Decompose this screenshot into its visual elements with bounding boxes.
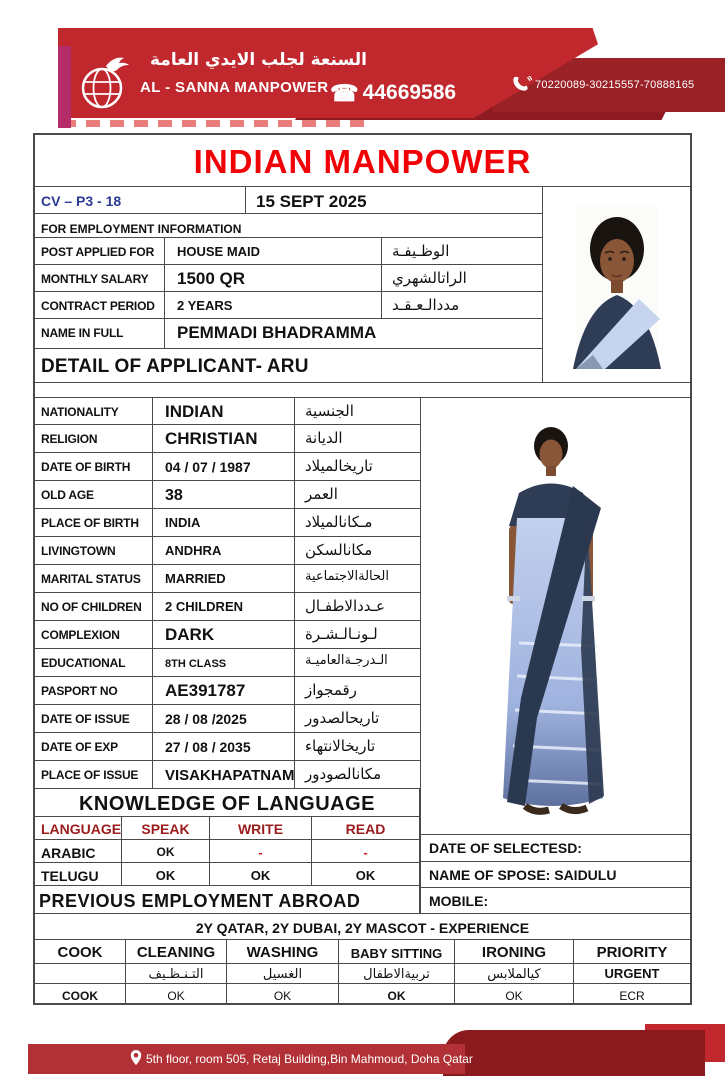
lang-header-language: LANGUAGE: [35, 817, 122, 840]
agency-name: AL - SANNA MANPOWER: [140, 79, 329, 96]
cv-page: [33, 133, 692, 1005]
contract-label: CONTRACT PERIOD: [35, 292, 165, 319]
document-title-row: [35, 135, 690, 187]
birthplace-value: INDIA: [153, 509, 295, 537]
dob-label: DATE OF BIRTH: [35, 453, 153, 481]
globe-bird-logo-icon: [76, 52, 134, 119]
marital-arabic: الحالةالاجتماعية: [295, 565, 420, 593]
issue-place-arabic: مكانالصودور: [295, 761, 420, 789]
nationality-value: INDIAN: [153, 397, 295, 425]
cv-ref-cell: CV – P3 - 18: [35, 187, 246, 214]
handset-icon: [512, 76, 532, 91]
previous-employment-title: PREVIOUS EMPLOYMENT ABROAD: [35, 886, 420, 914]
lang-arabic-name: ARABIC: [35, 840, 122, 863]
dob-value: 04 / 07 / 1987: [153, 453, 295, 481]
lang-header-write: WRITE: [210, 817, 312, 840]
marital-value: MARRIED: [153, 565, 295, 593]
religion-value: CHRISTIAN: [153, 425, 295, 453]
religion-arabic: الديانة: [295, 425, 420, 453]
phone-number: 44669586: [362, 81, 457, 104]
lang-telugu-speak: OK: [122, 863, 210, 886]
education-arabic: الـدرجـةالعاميـة: [295, 649, 420, 677]
skill-value-babysitting: OK: [339, 984, 455, 1003]
post-applied-arabic: الوظـيفـة: [382, 238, 543, 265]
location-pin-icon: [130, 1049, 142, 1066]
full-body-photo: [420, 397, 690, 835]
children-value: 2 CHILDREN: [153, 593, 295, 621]
skill-value-washing: OK: [227, 984, 339, 1003]
language-section-title: KNOWLEDGE OF LANGUAGE: [35, 789, 420, 817]
issue-date-label: DATE OF ISSUE: [35, 705, 153, 733]
document-title: INDIAN MANPOWER: [193, 143, 532, 180]
contract-arabic: مددالـعـقـد: [382, 292, 543, 319]
lang-header-speak: SPEAK: [122, 817, 210, 840]
employment-info-header: FOR EMPLOYMENT INFORMATION: [35, 214, 543, 238]
expiry-date-arabic: تاريخالانتهاء: [295, 733, 420, 761]
lang-arabic-read: -: [312, 840, 420, 863]
agency-name-arabic: السنعة لجلب الايدي العامة: [150, 50, 367, 70]
passport-photo: [543, 187, 690, 383]
issue-place-value: VISAKHAPATNAM: [153, 761, 295, 789]
name-label: NAME IN FULL: [35, 319, 165, 349]
nationality-arabic: الجنسية: [295, 397, 420, 425]
birthplace-arabic: مـكانالميلاد: [295, 509, 420, 537]
passport-value: AE391787: [153, 677, 295, 705]
complexion-value: DARK: [153, 621, 295, 649]
birthplace-label: PLACE OF BIRTH: [35, 509, 153, 537]
date-of-selected-row: DATE OF SELECTESD:: [420, 835, 690, 862]
mobile-number-block: [512, 76, 694, 91]
complexion-label: COMPLEXION: [35, 621, 153, 649]
salary-arabic: الراتالشهري: [382, 265, 543, 292]
post-applied-value: HOUSE MAID: [165, 238, 382, 265]
issue-place-label: PLACE OF ISSUE: [35, 761, 153, 789]
detail-heading: DETAIL OF APPLICANT- ARU: [35, 349, 543, 383]
skill-arabic-babysitting: تربيةالاطفال: [339, 964, 455, 984]
lang-telugu-read: OK: [312, 863, 420, 886]
skill-header-cleaning: CLEANING: [126, 940, 227, 964]
footer-address-bar: [28, 1044, 473, 1074]
issue-date-value: 28 / 08 /2025: [153, 705, 295, 733]
expiry-date-label: DATE OF EXP: [35, 733, 153, 761]
livingtown-arabic: مكانالسكن: [295, 537, 420, 565]
education-label: EDUCATIONAL: [35, 649, 153, 677]
skill-value-cleaning: OK: [126, 984, 227, 1003]
cv-date-cell: 15 SEPT 2025: [246, 187, 543, 214]
nationality-label: NATIONALITY: [35, 397, 153, 425]
experience-summary: 2Y QATAR, 2Y DUBAI, 2Y MASCOT - EXPERIENCE: [35, 914, 690, 940]
skill-header-priority: PRIORITY: [574, 940, 690, 964]
header-magenta-bar: [58, 46, 71, 128]
lang-header-read: READ: [312, 817, 420, 840]
marital-label: MARITAL STATUS: [35, 565, 153, 593]
skill-header-babysitting: BABY SITTING: [339, 940, 455, 964]
age-arabic: العمر: [295, 481, 420, 509]
spouse-name-row: NAME OF SPOSE: SAIDULU: [420, 862, 690, 888]
post-applied-label: POST APPLIED FOR: [35, 238, 165, 265]
mobile-numbers: 70220089-30215557-70888165: [535, 79, 695, 91]
expiry-date-value: 27 / 08 / 2035: [153, 733, 295, 761]
mobile-row: MOBILE:: [420, 888, 690, 914]
education-value: 8TH CLASS: [153, 649, 295, 677]
telephone-icon: ☎: [330, 80, 359, 106]
salary-label: MONTHLY SALARY: [35, 265, 165, 292]
children-arabic: عـددالاطفـال: [295, 593, 420, 621]
dob-arabic: تاريخالميلاد: [295, 453, 420, 481]
contract-value: 2 YEARS: [165, 292, 382, 319]
lang-arabic-write: -: [210, 840, 312, 863]
livingtown-label: LIVINGTOWN: [35, 537, 153, 565]
age-value: 38: [153, 481, 295, 509]
livingtown-value: ANDHRA: [153, 537, 295, 565]
age-label: OLD AGE: [35, 481, 153, 509]
footer-address: 5th floor, room 505, Retaj Building,Bin Mahmoud, Doha Qatar: [146, 1052, 473, 1066]
skill-header-cook: COOK: [35, 940, 126, 964]
skill-value-ecr: ECR: [619, 989, 645, 1003]
passport-label: PASPORT NO: [35, 677, 153, 705]
salary-value: 1500 QR: [165, 265, 382, 292]
children-label: NO OF CHILDREN: [35, 593, 153, 621]
footer-maroon-shape: [443, 1030, 705, 1076]
skill-arabic-cleaning: التـنـظـيف: [126, 964, 227, 984]
passport-arabic: رقمجواز: [295, 677, 420, 705]
lang-telugu-write: OK: [210, 863, 312, 886]
skill-header-ironing: IRONING: [455, 940, 574, 964]
skill-arabic-cook: [35, 964, 126, 984]
skill-value-cook: COOK: [35, 984, 126, 1003]
phone-number-block: [330, 80, 456, 107]
lang-arabic-speak: OK: [122, 840, 210, 863]
issue-date-arabic: تاريحالصدور: [295, 705, 420, 733]
complexion-arabic: لـونـالـشـرة: [295, 621, 420, 649]
priority-urgent: URGENT: [574, 964, 690, 984]
skill-value-ironing: OK: [455, 984, 574, 1003]
religion-label: RELIGION: [35, 425, 153, 453]
lang-telugu-name: TELUGU: [35, 863, 122, 886]
name-value: PEMMADI BHADRAMMA: [165, 319, 543, 349]
skill-header-washing: WASHING: [227, 940, 339, 964]
skill-arabic-ironing: كيالملابس: [455, 964, 574, 984]
clipped-red-text: [62, 120, 372, 127]
skill-arabic-washing: الغسيل: [227, 964, 339, 984]
